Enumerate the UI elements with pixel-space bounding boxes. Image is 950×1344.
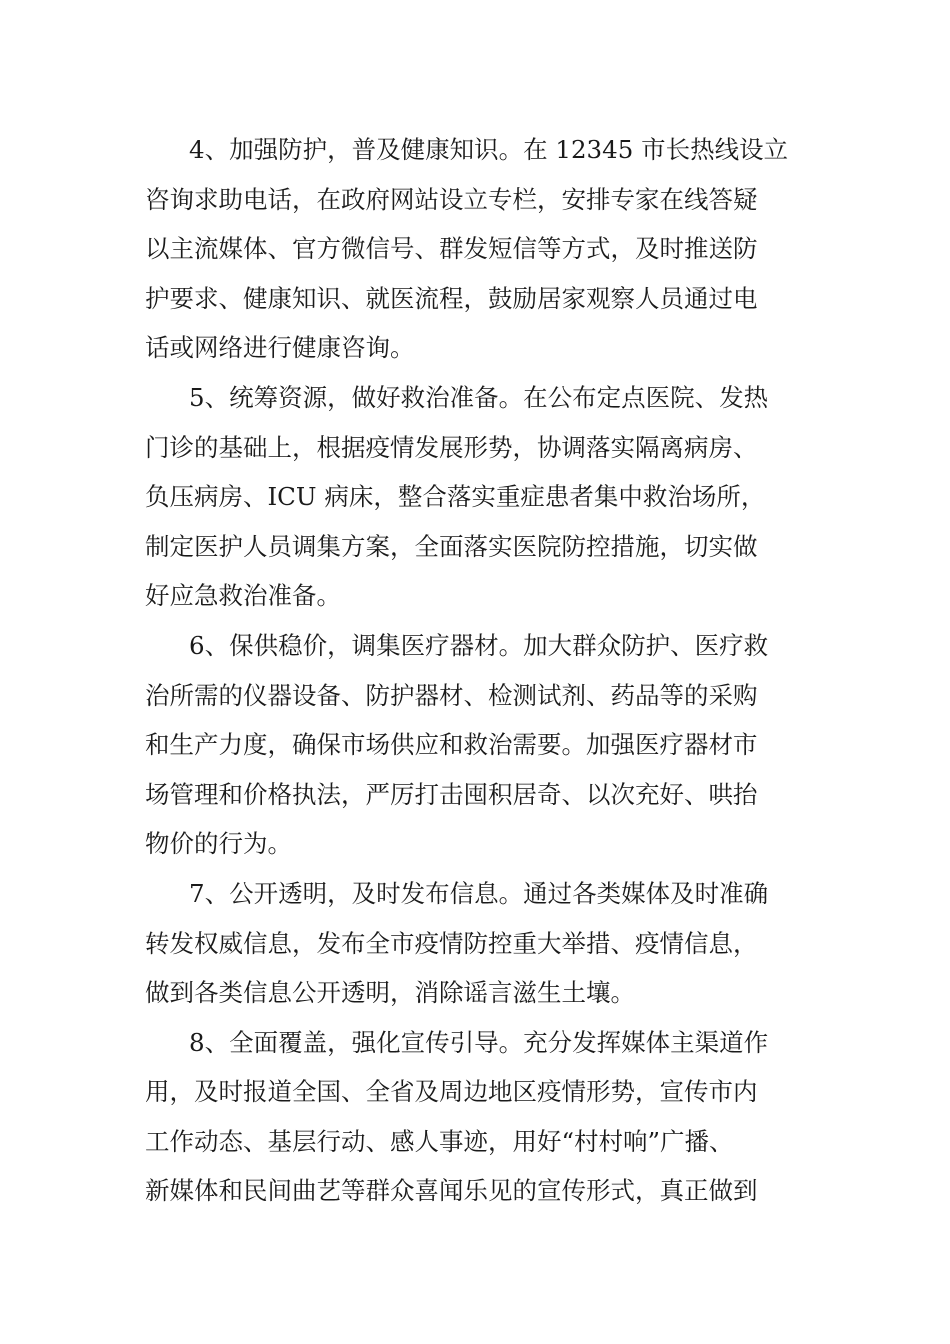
- paragraph-line: 4、加强防护，普及健康知识。在 12345 市长热线设立: [189, 135, 789, 164]
- paragraph-line: 工作动态、基层行动、感人事迹，用好“村村响”广播、: [145, 1126, 734, 1156]
- paragraph-line: 门诊的基础上，根据疫情发展形势，协调落实隔离病房、: [145, 432, 758, 462]
- paragraph-line: 制定医护人员调集方案，全面落实医院防控措施，切实做: [145, 531, 758, 561]
- paragraph-8-publicity: [145, 1018, 807, 1216]
- paragraph-line: 治所需的仪器设备、防护器材、检测试剂、药品等的采购: [145, 680, 758, 710]
- paragraph-line: 护要求、健康知识、就医流程，鼓励居家观察人员通过电: [145, 283, 758, 313]
- paragraph-line: 物价的行为。: [145, 829, 292, 859]
- paragraph-5-resources: [145, 373, 807, 621]
- paragraph-line: 转发权威信息，发布全市疫情防控重大举措、疫情信息，: [145, 928, 758, 958]
- document-body: [145, 125, 807, 1216]
- paragraph-line: 和生产力度，确保市场供应和救治需要。加强医疗器材市: [145, 730, 758, 760]
- paragraph-line: 8、全面覆盖，强化宣传引导。充分发挥媒体主渠道作: [189, 1027, 769, 1057]
- paragraph-line: 负压病房、ICU 病床，整合落实重症患者集中救治场所，: [145, 482, 766, 512]
- paragraph-line: 咨询求助电话，在政府网站设立专栏，安排专家在线答疑: [145, 184, 758, 214]
- paragraph-line: 话或网络进行健康咨询。: [145, 333, 415, 363]
- paragraph-4-protection: [145, 125, 807, 373]
- paragraph-line: 7、公开透明，及时发布信息。通过各类媒体及时准确: [189, 878, 769, 908]
- paragraph-line: 用，及时报道全国、全省及周边地区疫情形势，宣传市内: [145, 1077, 758, 1107]
- paragraph-line: 好应急救治准备。: [145, 581, 341, 611]
- paragraph-line: 新媒体和民间曲艺等群众喜闻乐见的宣传形式，真正做到: [145, 1176, 758, 1206]
- paragraph-7-transparency: [145, 869, 807, 1018]
- paragraph-6-supplies: [145, 621, 807, 869]
- paragraph-line: 做到各类信息公开透明，消除谣言滋生土壤。: [145, 978, 635, 1008]
- paragraph-line: 5、统筹资源，做好救治准备。在公布定点医院、发热: [189, 382, 769, 412]
- paragraph-line: 场管理和价格执法，严厉打击囤积居奇、以次充好、哄抬: [145, 779, 758, 809]
- paragraph-line: 6、保供稳价，调集医疗器材。加大群众防护、医疗救: [189, 630, 769, 660]
- paragraph-line: 以主流媒体、官方微信号、群发短信等方式，及时推送防: [145, 234, 758, 264]
